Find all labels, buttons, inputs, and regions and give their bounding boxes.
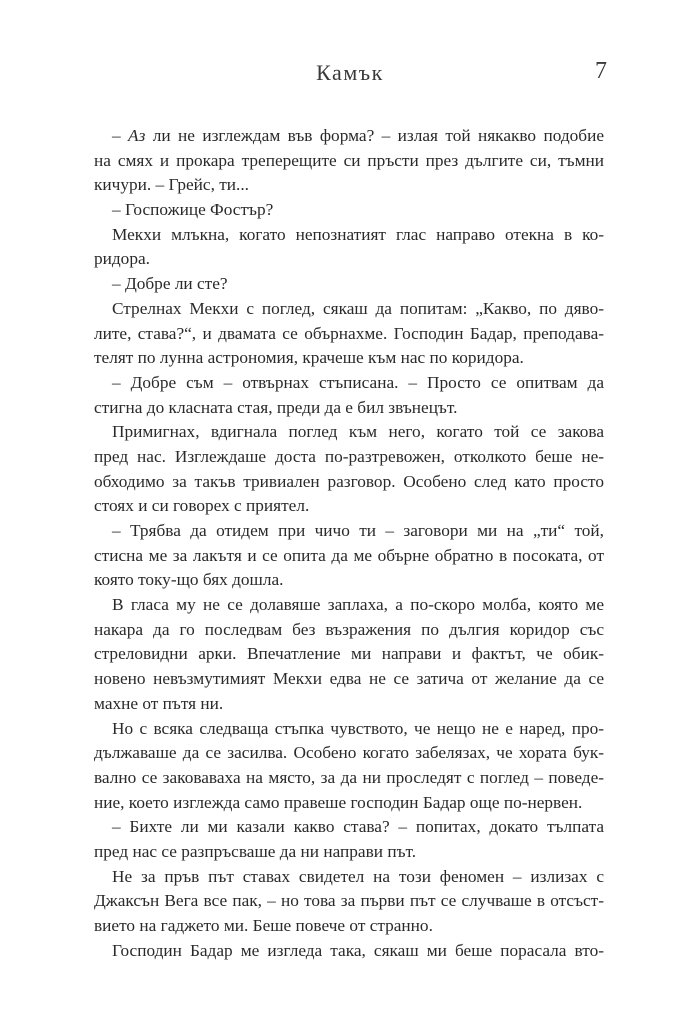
text-line: на смях и прокара треперещите си пръсти през дългите си, тъмни <box>94 150 604 170</box>
text-line: В гласа му не се долавяше заплаха, а по-скоро молба, която ме <box>112 595 604 615</box>
text-line: – Госпожице Фостър? <box>112 200 274 220</box>
text-line: махне от пътя ни. <box>94 693 224 713</box>
text-line: ние, което изглежда само правеше господин Бадар още по-нервен. <box>94 792 583 812</box>
text-line: – Добре съм – отвърнах стъписана. – Просто се опитвам да <box>112 372 604 392</box>
running-header-title: Камък <box>316 60 384 85</box>
text-line: вието на гаджето ми. Беше повече от странно. <box>94 916 433 935</box>
text-line: – Бихте ли ми казали какво става? – попитах, докато тълпата <box>112 817 604 837</box>
text-line: вално се заковаваха на място, за да ни проследят с поглед – поведе- <box>94 767 604 787</box>
body-text <box>94 124 604 963</box>
text-line: кичури. – Грейс, ти... <box>94 175 249 195</box>
text-line: стигна до класната стая, преди да е бил звънецът. <box>94 397 458 417</box>
text-line <box>94 124 604 149</box>
text-line: Мекхи млъкна, когато непознатият глас направо отекна в ко- <box>112 224 604 244</box>
text-line: накара да го последвам без възражения по дългия коридор със <box>94 619 604 639</box>
text-line: – Трябва да отидем при чичо ти – заговори ми на „ти“ той, <box>112 521 604 540</box>
text-line: телят по лунна астрономия, крачеше към нас по коридора. <box>94 348 524 368</box>
text-line: стисна ме за лакътя и се опита да ме обърне обратно в посоката, от <box>94 545 604 565</box>
text-line: пред нас. Изглеждаше доста по-разтревожен, отколкото беше не- <box>94 446 604 466</box>
text-line: стреловидни арки. Впечатление ми направи и фактът, че обик- <box>94 644 604 664</box>
text-line: – Добре ли сте? <box>112 274 228 294</box>
emphasized-word: Аз <box>128 126 146 145</box>
text-line: ридора. <box>94 249 150 269</box>
text-line: Стрелнах Мекхи с поглед, сякаш да попитам: „Какво, по дяво- <box>112 298 604 318</box>
text-line: стоях и си говорех с приятел. <box>94 496 310 516</box>
text-line: пред нас се разпръсваше да ни направи път. <box>94 841 417 861</box>
text-line: Джаксън Вега все пак, – но това за първи път се случваше в отсъст- <box>94 891 604 911</box>
text-line: обходимо за такъв тривиален разговор. Особено след като просто <box>94 471 604 491</box>
page-number: 7 <box>595 58 607 84</box>
text-line: новено невъзмутимият Мекхи едва не се затича от желание да се <box>94 669 604 689</box>
text-line: Но с всяка следваща стъпка чувството, че нещо не е наред, про- <box>112 718 604 738</box>
text-line: лите, става?“, и двамата се обърнахме. Господин Бадар, преподава- <box>94 323 604 343</box>
text-line: която току-що бях дошла. <box>94 570 284 590</box>
text-line-suffix: ли не изглеждам във форма? – излая той някакво подобие <box>145 126 604 145</box>
text-line: Господин Бадар ме изгледа така, сякаш ми беше порасала вто- <box>112 940 604 960</box>
text-line: Примигнах, вдигнала поглед към него, когато той се закова <box>112 422 604 442</box>
text-line: дължаваше да се засилва. Особено когато забелязах, че хората бук- <box>94 743 604 763</box>
text-line-prefix: – <box>112 126 129 145</box>
text-line: Не за пръв път ставах свидетел на този феномен – излизах с <box>112 866 604 886</box>
